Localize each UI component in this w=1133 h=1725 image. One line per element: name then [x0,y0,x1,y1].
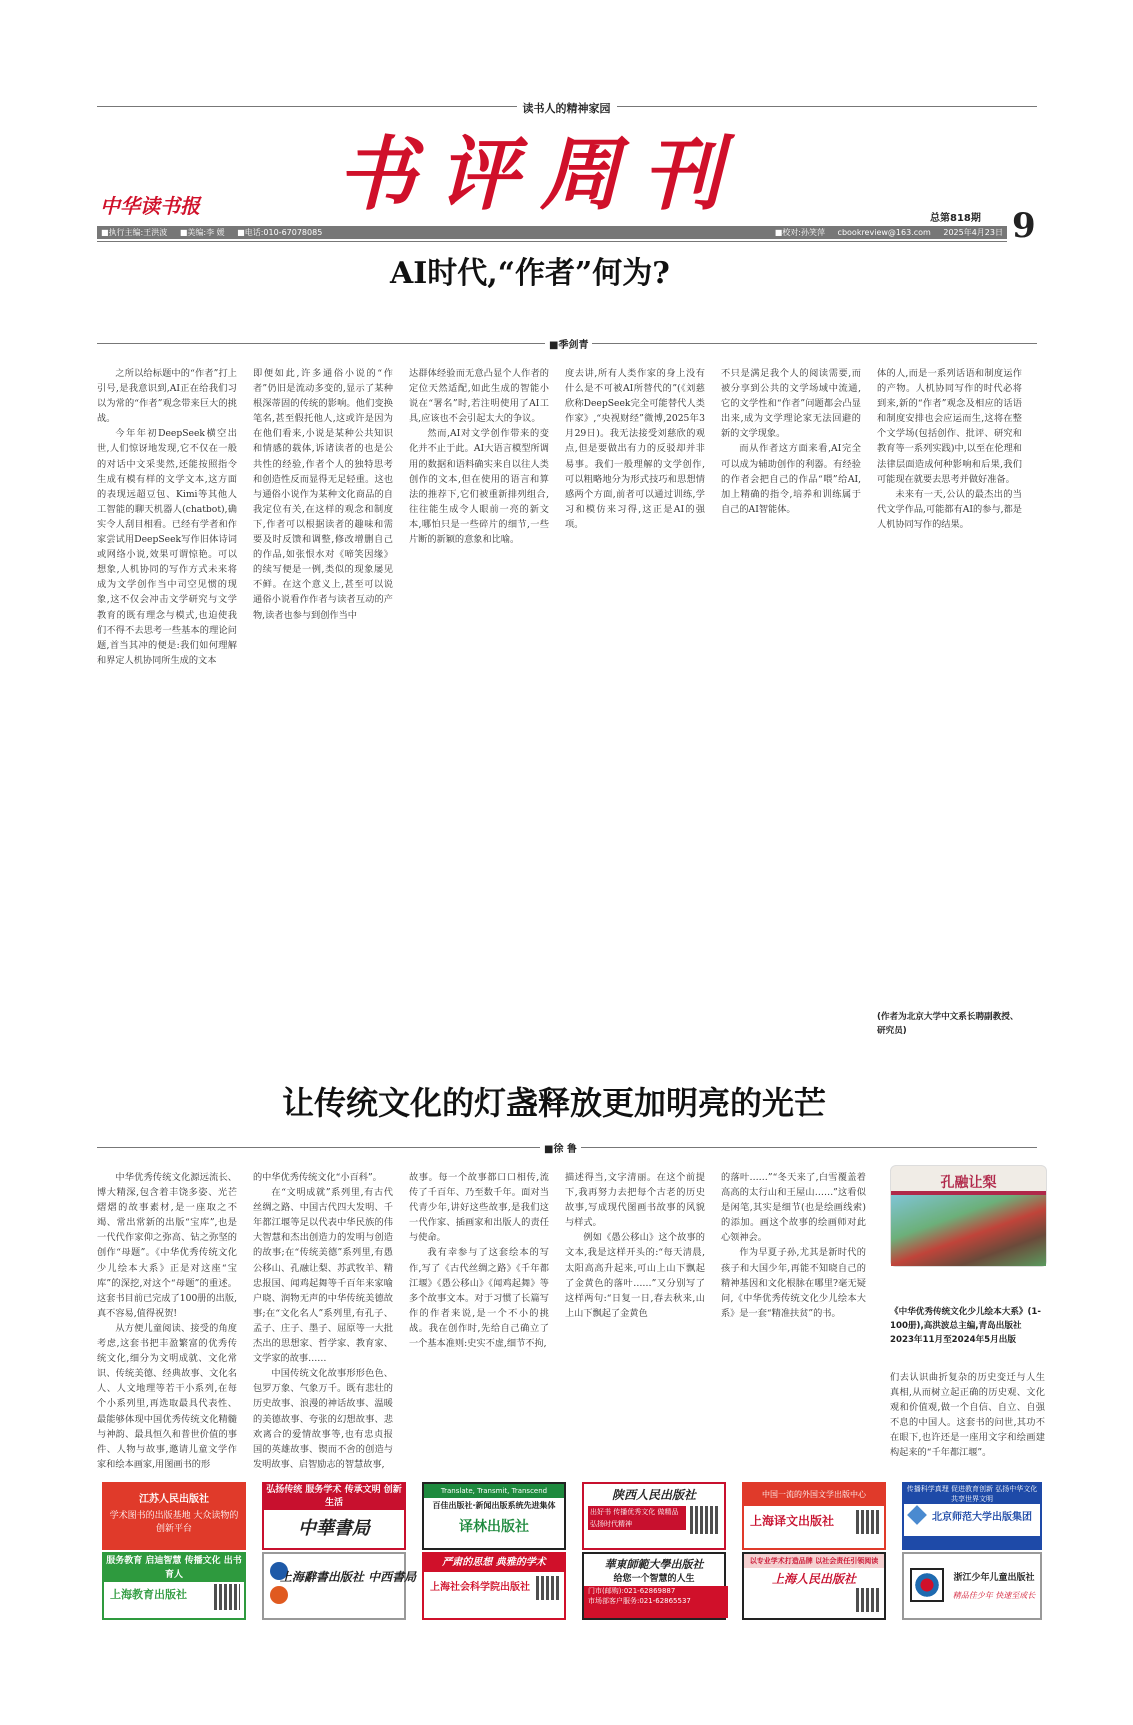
article2-title: 让传统文化的灯盏释放更加明亮的光芒 [282,1084,827,1122]
proofreader-label: ■校对:孙笑萍 [774,228,825,237]
bnu-footer-band [904,1536,1040,1548]
motto: 读书人的精神家园 [0,100,1133,116]
article1-column-6: 体的人,而是一系列话语和制度运作的产物。人机协同写作的时代必将到来,新的“作者”观念及相应的话语和制度安排也会应运而生,这将在整个文学场(包括创作、批评、研究和教育等一系列实践)中,以至在伦理和法律层面造成何种影响和后果,我们可能现在就要去思考并做好准备。 未来有一天,公认的最杰出的当代文学作品,可能都有AI的参与,都是人机协同写作的结果。 [877,368,1022,530]
masthead-title: 书评周刊 [336,127,744,221]
qr-code-icon [856,1510,880,1534]
article2-byline: ■徐 鲁 [540,1140,581,1155]
paper-logo: 中华读书报 [100,194,200,218]
article1-column-4: 度去讲,所有人类作家的身上没有什么是不可被AI所替代的”(《刘慈欣称DeepSeek完全可能替代人类作家》,“央视财经”微博,2025年3月29日)。我无法接受刘慈欣的观点,但是要做出有力的反驳却并非易事。我们一般理解的文学创作,可以粗略地分为形式技巧和思想情感两个方面,前者可以通过训练,学习和模仿来习得,这正是AI的强项。 [565,368,705,530]
article1-title: AI时代,“作者”何为? [390,256,670,291]
qr-code-icon [690,1506,718,1534]
article1-column-3: 达群体经验而无意凸显个人作者的定位天然适配,如此生成的智能小说在“署名”时,若注明使用了AI工具,应该也不会引起太大的争议。 然而,AI对文学创作带来的变化并不止于此。AI大语言模型所调用的数据和语料确实来自以往人类创作的文本,但在使用的语言和算法的推荐下,它们被重新排列组合,往往能生成令人眼前一亮的新文本,哪怕只是一些碎片的细节,一些片断的新颖的意象和比喻。 [409,368,549,546]
zhongxi-logo-icon [270,1586,288,1604]
ad-yilin[interactable]: Translate, Transmit, Transcend 百佳出版社·新闻出版系统先进集体 译林出版社 [422,1482,566,1550]
ad-cishu-zhongxi[interactable]: 上海辭書出版社 中西書局 [262,1552,406,1620]
article2-column-4: 描述得当,文字清丽。在这个前提下,我再努力去把每个古老的历史故事,写成现代图画书故事的风貌与样式。 例如《愚公移山》这个故事的文本,我是这样开头的:“每天清晨,太阳高高升起来,可山上山下飘起了金黄色的落叶……”又分别写了这样两句:“日复一日,春去秋来,山上山下飘起了金黄色 [565,1172,705,1319]
article1-column-5: 不只是满足我个人的阅读需要,而被分享到公共的文学场域中流通,它的文学性和“作者”问题都会凸显出来,成为文学理论家无法回避的新的文学现象。 而从作者这方面来看,AI完全可以成为辅助创作的利器。有经验的作者会把自己的作品“喂”给AI,加上精确的指令,培养和训练属于自己的AI智能体。 [721,368,861,515]
ecnu-service: 市场部客户服务:021-62865537 [588,1597,691,1605]
article2-column-3: 故事。每一个故事都口口相传,流传了千百年、乃至数千年。面对当代青少年,讲好这些故事,是我们这一代作家、插画家和出版人的责任与使命。 我有幸参与了这套绘本的写作,写了《古代丝绸之路》《千年都江堰》《愚公移山》《闻鸡起舞》等多个故事文本。对于习惯了长篇写作的作者来说,是一个不小的挑战。我在创作时,先给自己确立了一个基本准则:史实不虚,细节不拘, [409,1172,549,1350]
article1-column-2: 即便如此,许多通俗小说的“作者”仍旧是流动多变的,显示了某种根深蒂固的传统的影响。他们变换笔名,甚至假托他人,这或许是因为在他们看来,小说是某种公共知识和情感的载体,诉诸读者的也是公共性的经验,作者个人的独特思考和创造性反而显得无足轻重。这也与通俗小说作为某种文化商品的自我定位有关,在这样的观念和制度下,作者可以根据读者的趣味和需要及时反馈和调整,修改增删自己的作品,如张恨水对《啼笑因缘》的续写便是一例,类似的现象屡见不鲜。在这个意义上,甚至可以说通俗小说看作作者与读者互动的产物,读者也参与到创作当中 [253,368,393,621]
ad-shanghai-people[interactable]: 以专业学术打造品牌 以社会责任引领阅读 上海人民出版社 [742,1552,886,1620]
ecnu-phone: 门市(邮购):021-62869887 [588,1587,676,1595]
book-caption: 《中华优秀传统文化少儿绘本大系》(1-100册),高洪波总主编,青岛出版社2023年11月至2024年5月出版 [890,1307,1041,1345]
qr-code-icon [214,1584,240,1610]
ad-ecnu-press[interactable]: 華東師範大學出版社 给您一个智慧的人生 门市(邮购):021-62869887 市场部客户服务:021-62865537 [582,1552,726,1620]
ad-shaanxi-people[interactable]: 陕西人民出版社 出好书 传播优秀文化 做精品 弘扬时代精神 [582,1482,726,1550]
phone-label: ■电话:010-67078085 [237,228,323,237]
ad-shanghai-education[interactable]: 服务教育 启迪智慧 传播文化 出书育人 上海教育出版社 [102,1552,246,1620]
email-link[interactable]: cbookreview@163.com [837,228,931,237]
info-bar [97,226,1007,239]
author-note: (作者为北京大学中文系长聘副教授、研究员) [877,1012,1019,1036]
qr-code-icon [856,1588,880,1612]
article2-column-2: 的中华优秀传统文化“小百科”。 在“文明成就”系列里,有古代丝绸之路、中国古代四大发明、千年都江堰等足以代表中华民族的伟大智慧和杰出创造力的发明与创造的故事;在“传统美德”系列里,有愚公移山、孔融让梨、苏武牧羊、精忠报国、闻鸡起舞等千百年来家喻户晓、润物无声的中华传统美德故事;在“文化名人”系列里,有孔子、孟子、庄子、墨子、屈原等一大批杰出的思想家、哲学家、教育家、文学家的故事…… 中国传统文化故事形形色色、包罗万象、气象万千。既有悲壮的历史故事、浪漫的神话故事、温暖的美德故事、夸张的幻想故事、悲欢离合的爱情故事等,也有忠贞报国的英雄故事、锲而不舍的创造与发明故事、启智励志的智慧故事, [253,1172,393,1470]
article2-column-6: 们去认识曲折复杂的历史变迁与人生真相,从而树立起正确的历史观、文化观和价值观,做一个自信、自立、自强不息的中国人。这套书的问世,其功不在眼下,也许还是一座用文字和绘画建构起来的“千年都江堰”。 [890,1372,1045,1459]
ad-zhonghua-book[interactable]: 弘扬传统 服务学术 传承文明 创新生活 中華書局 [262,1482,406,1550]
qr-code-icon [536,1576,560,1600]
ad-zhejiang-childrens[interactable]: 浙江少年儿童出版社 精品佳少年 快速至成长 [902,1552,1042,1620]
ad-shanghai-social-sciences[interactable]: 严肃的思想 典雅的学术 上海社会科学院出版社 [422,1552,566,1620]
editor-label: ■执行主编:王洪波 [101,228,168,237]
book-cover-image [890,1165,1047,1267]
article1-column-1: 之所以给标题中的“作者”打上引号,是我意识到,AI正在给我们习以为常的“作者”观念带来巨大的挑战。 今年年初DeepSeek横空出世,人们惊讶地发现,它不仅在一般的对话中文采斐然,还能按照指令生成有模有样的文学文本,这方面的表现远超豆包、Kimi等其他人工智能的聊天机器人(chatbot),确实令人刮目相看。已经有学者和作家尝试用DeepSeek写作旧体诗词或网络小说,效果可谓惊艳。可以想象,人机协同的写作方式未来将成为文学创作当中司空见惯的现象,这不仅会冲击文学研究与文学教育的既有理念与模式,也迫使我们不得不去思考一些基本的理论问题,首当其冲的便是:我们如何理解和界定人机协同所生成的文本 [97,368,237,666]
book-cover-title: 孔融让梨 [940,1175,997,1191]
ad-shanghai-yiwen[interactable]: 中国一流的外国文学出版中心 上海译文出版社 [742,1482,886,1550]
ad-jiangsu-people[interactable]: 江苏人民出版社 学术图书的出版基地 大众读物的创新平台 [102,1482,246,1550]
date-label: 2025年4月23日 [943,228,1003,237]
info-rule [97,241,1007,242]
article2-column-5: 的落叶……”“冬天来了,白雪覆盖着高高的太行山和王屋山……”这看似是闲笔,其实是细节(也是绘画线索)的添加。画这个故事的绘画师对此心领神会。 作为早夏子孙,尤其是新时代的孩子和大国少年,再能不知晓自己的精神基因和文化根脉在哪里?毫无疑问,《中华优秀传统文化少儿绘本大系》是一套“精准扶贫”的书。 [721,1172,866,1319]
book-cover-illustration [891,1195,1046,1266]
article1-byline: ■季剑青 [545,336,592,351]
designer-label: ■美编:李 媛 [179,228,225,237]
issue-number: 总第818期 [930,213,981,224]
page-number: 9 [1012,206,1036,246]
article2-column-1: 中华优秀传统文化源远流长、博大精深,包含着丰饶多姿、光芒熠熠的故事素材,是一座取之不竭、常出常新的出版“宝库”,也是一代代作家仰之弥高、钻之弥坚的创作“母题”。《中华优秀传统文化少儿绘本大系》正是对这座“宝库”的深挖,对这个“母题”的重述。这套书目前已完成了100册的出版,真不容易,值得祝贺! 从方便儿童阅读、接受的角度考虑,这套书把丰盈繁富的优秀传统文化,细分为文明成就、文化常识、传统美德、经典故事、文化名人、人文地理等若干小系列,在每个小系列里,再选取最具代表性、最能够体现中国优秀传统文化精髓与神韵、最具恒久和普世价值的事件、人物与故事,邀请儿童文学作家和绘本画家,用图画书的形 [97,1172,237,1470]
ad-bnu-press[interactable]: 传播科学真理 促进教育创新 弘扬中华文化 共享世界文明 北京师范大学出版集团 [902,1482,1042,1550]
